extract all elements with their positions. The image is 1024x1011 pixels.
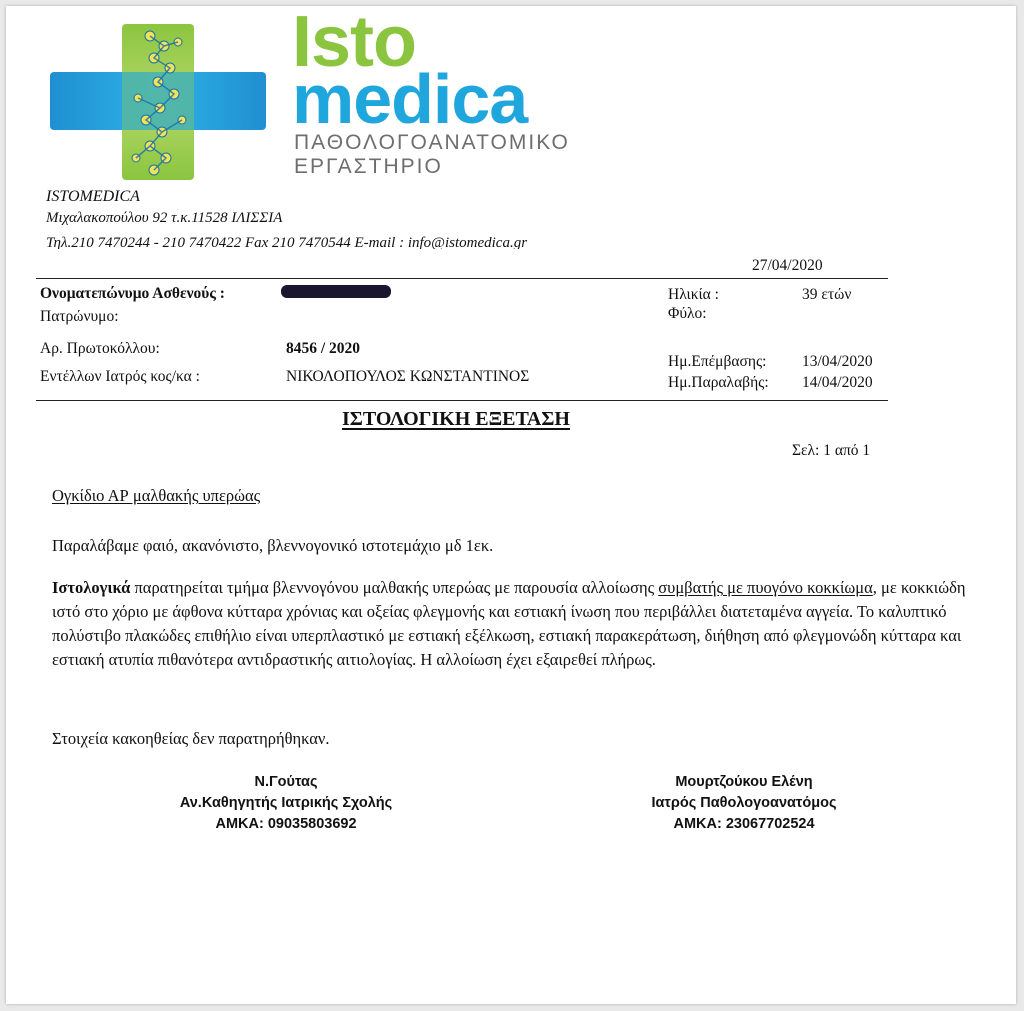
signature-1-amka: ΑΜΚΑ: 09035803692 [215,816,357,832]
doctor-value: ΝΙΚΟΛΟΠΟΥΛΟΣ ΚΩΝΣΤΑΝΤΙΝΟΣ [286,368,530,385]
doctor-label: Εντέλλων Ιατρός κος/κα : [40,368,200,385]
received-date-value: 14/04/2020 [802,374,873,391]
protocol-label: Αρ. Πρωτοκόλλου: [40,340,160,357]
logo-word-medica: medica [292,60,528,138]
lab-contact: Τηλ.210 7470244 - 210 7470422 Fax 210 7470544 E-mail : info@istomedica.gr [46,235,528,249]
histology-lead: Ιστολογικά [52,578,131,597]
specimen-description: Ογκίδιο ΑΡ μαλθακής υπερώας [52,486,261,505]
histology-text-1: παρατηρείται τμήμα βλεννογόνου μαλθακής υπερώας με παρουσία αλλοίωσης [130,578,659,597]
signature-1-title: Αν.Καθηγητής Ιατρικής Σχολής [179,795,393,811]
intervention-date-value: 13/04/2020 [802,353,873,370]
lab-name: ISTOMEDICA [46,188,140,205]
logo-subtitle-1: ΠΑΘΟΛΟΓΟΑΝΑΤΟΜΙΚΟ [294,131,570,154]
signature-2-amka: ΑΜΚΑ: 23067702524 [673,816,815,832]
signature-2-name: Μουρτζούκου Ελένη [675,774,813,790]
conclusion: Στοιχεία κακοηθείας δεν παρατηρήθηκαν. [52,729,330,748]
macroscopic-description: Παραλάβαμε φαιό, ακανόνιστο, βλεννογονικό ιστοτεμάχιο μδ 1εκ. [52,536,494,555]
protocol-value: 8456 / 2020 [286,340,361,357]
report-date: 27/04/2020 [752,257,823,274]
redacted-patient-name [281,285,391,298]
divider-bottom [36,400,888,401]
age-label: Ηλικία : [668,286,719,303]
intervention-date-label: Ημ.Επέμβασης: [668,353,767,370]
report-page [6,6,1016,1004]
age-value: 39 ετών [802,286,852,303]
signature-1-name: Ν.Γούτας [254,774,318,790]
histology-paragraph [52,576,972,672]
histology-diagnosis: συμβατής με πυογόνο κοκκίωμα [658,578,873,597]
divider-top [36,278,888,279]
medical-cross-molecule-icon [50,24,266,180]
logo-word-isto: Isto [292,6,417,82]
received-date-label: Ημ.Παραλαβής: [668,374,769,391]
exam-title: ΙΣΤΟΛΟΓΙΚΗ ΕΞΕΤΑΣΗ [342,408,570,430]
father-name-label: Πατρώνυμο: [40,308,119,325]
sex-label: Φύλο: [668,305,707,322]
histology-text-2: , με κοκκιώδη ιστό στο χόριο με άφθονα κύτταρα χρόνιας και οξείας φλεγμονής και εστιακή ίνωση που περιβάλλει διατεταμένα αγγεία. Το καλυπτικό πολύστιβο πλακώδες επιθήλιο είναι υπερπλαστικό με εστιακή εξέλκωση, εστιακή παρακεράτωση, διήθηση από φλεγμονώδη κύτταρα και εστιακή ατυπία πιθανότερα αντιδραστικής αιτιολογίας. Η αλλοίωση έχει εξαιρεθεί πλήρως. [52,578,966,669]
logo-subtitle-2: ΕΡΓΑΣΤΗΡΙΟ [294,155,443,178]
signature-block-2 [584,772,904,835]
signature-block-1 [126,772,446,835]
patient-name-label: Ονοματεπώνυμο Ασθενούς : [40,285,225,302]
lab-address: Μιχαλακοπούλου 92 τ.κ.11528 ΙΛΙΣΣΙΑ [46,210,283,226]
page-indicator: Σελ: 1 από 1 [792,442,871,459]
signature-2-title: Ιατρός Παθολογοανατόμος [651,795,837,811]
